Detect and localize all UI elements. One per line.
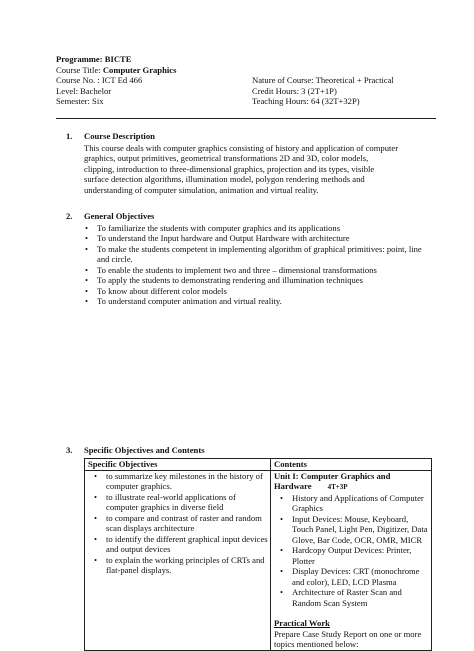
list-item: • Architecture of Raster Scan and Random Scan System [280, 587, 402, 608]
specific-objectives-list [88, 471, 268, 576]
bullet-icon: • [85, 233, 89, 243]
bullet-icon: • [94, 470, 98, 481]
bullet-icon: • [85, 296, 89, 306]
bullet-icon: • [85, 264, 89, 275]
table-row [85, 470, 432, 650]
list-item: • to identify the different graphical input devices and output devices [94, 533, 268, 554]
credit-hours: Credit Hours: 3 (2T+1P) [252, 85, 337, 96]
bullet-icon: • [85, 222, 89, 233]
section-specific-objectives [66, 445, 424, 456]
column-header-contents: Contents [271, 459, 432, 471]
general-objectives-list [66, 223, 424, 307]
section-heading: 2. General Objectives [66, 211, 155, 221]
section-general-objectives [66, 211, 424, 307]
unit-contents-list [274, 493, 429, 609]
list-item: • To familiarize the students with computer graphics and its applications [85, 222, 341, 233]
objectives-contents-table [84, 458, 432, 651]
bullet-icon: • [94, 533, 98, 544]
list-item: • To know about different color models [85, 285, 227, 296]
course-no: Course No. : ICT Ed 466 [56, 75, 143, 86]
bullet-icon: • [94, 491, 98, 502]
header-divider [56, 118, 436, 119]
objectives-cell [85, 470, 271, 650]
list-item: • to summarize key milestones in the history of computer graphics. [94, 470, 263, 491]
list-item: • To enable the students to implement two and three – dimensional transformations [85, 264, 377, 275]
teaching-hours: Teaching Hours: 64 (32T+32P) [252, 96, 360, 107]
list-item: • History and Applications of Computer Graphics [280, 492, 424, 513]
table-header-row [85, 459, 432, 471]
section-heading: 1. Course Description [66, 131, 155, 141]
bullet-icon: • [280, 587, 284, 597]
bullet-icon: • [280, 566, 284, 576]
bullet-icon: • [280, 513, 284, 524]
bullet-icon: • [280, 492, 284, 503]
level: Level: Bachelor [56, 85, 112, 96]
bullet-icon: • [94, 512, 98, 523]
list-item: • To apply the students to demonstrating rendering and illumination techniques [85, 275, 363, 285]
practical-work-heading: Practical Work [274, 618, 330, 628]
list-item: • To make the students competent in implementing algorithm of graphical primitives: point, line and circle. [85, 243, 422, 264]
course-title-line: Course Title: Computer Graphics [56, 64, 177, 75]
course-description-text: This course deals with computer graphics consisting of history and application of computer graphics, output primitives, geometrical transformations 2D and 3D, color models, clipping, introduction to three-dimensional graphics, projection and its types, visible surface detection algorithms, illumination model, polygon rendering methods and understanding of computer simulation, animation and virtual reality. [84, 142, 399, 195]
bullet-icon: • [85, 285, 89, 296]
nature-of-course: Nature of Course: Theoretical + Practical [252, 75, 394, 86]
bullet-icon: • [94, 554, 98, 565]
list-item: • Hardcopy Output Devices: Printer, Plotter [280, 545, 412, 566]
list-item: • To understand computer animation and virtual reality. [85, 296, 282, 306]
list-item: • Display Devices: CRT (monochrome and color), LED, LCD Plasma [280, 566, 420, 587]
bullet-icon: • [85, 243, 89, 254]
bullet-icon: • [280, 545, 284, 555]
section-heading: 3. Specific Objectives and Contents [66, 445, 205, 455]
section-course-description [66, 131, 424, 195]
course-header [56, 54, 436, 107]
semester: Semester: Six [56, 96, 104, 107]
list-item: • To understand the Input hardware and Output Hardware with architecture [85, 233, 350, 243]
bullet-icon: • [85, 275, 89, 285]
contents-cell [271, 470, 432, 650]
column-header-objectives: Specific Objectives [85, 459, 271, 471]
programme-line: Programme: BICTE [56, 54, 132, 64]
list-item: • Input Devices: Mouse, Keyboard, Touch Panel, Light Pen, Digitizer, Data Glove, Bar Code, OCR, OMR, MICR [280, 513, 428, 545]
list-item: • to compare and contrast of raster and random scan displays architecture [94, 512, 262, 533]
list-item: • to illustrate real-world applications of computer graphics in diverse field [94, 491, 236, 512]
list-item: • to explain the working principles of CRTs and flat-panel displays. [94, 554, 265, 575]
practical-work-text: Prepare Case Study Report on one or more topics mentioned below: [274, 628, 422, 649]
unit-heading: Unit I: Computer Graphics and Hardware 4T+3P [274, 470, 391, 491]
unit-hours: 4T+3P [327, 483, 348, 491]
